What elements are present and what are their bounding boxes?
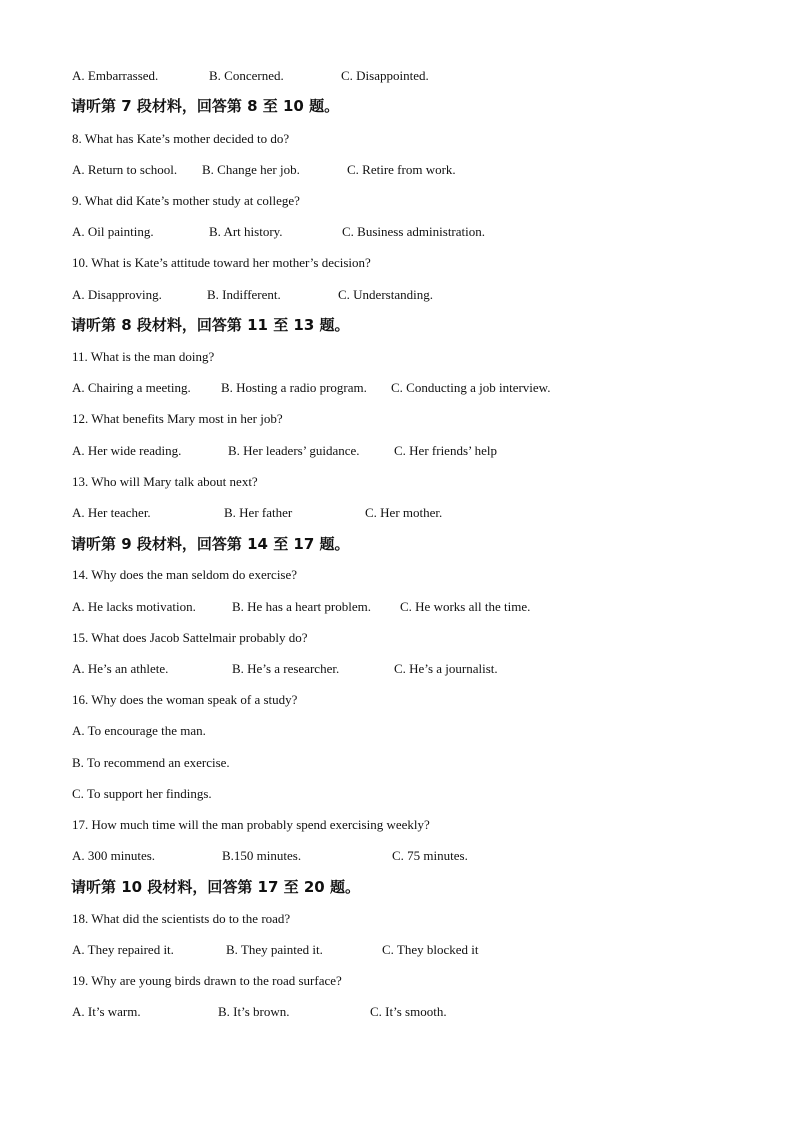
option-b: B. They painted it. — [226, 942, 323, 957]
option-a: A. Her wide reading. — [72, 443, 182, 458]
question-text: 11. What is the man doing? — [72, 349, 215, 364]
option-b: B. Art history. — [209, 224, 283, 239]
option-line: C. To support her findings. — [72, 786, 212, 801]
option-c: C. Business administration. — [342, 224, 485, 239]
option-b: B. It’s brown. — [218, 1004, 290, 1019]
option-c: C. Understanding. — [338, 287, 433, 302]
option-c: C. It’s smooth. — [370, 1004, 447, 1019]
option-b: B. Her father — [224, 505, 293, 520]
question-text: 10. What is Kate’s attitude toward her mother’s decision? — [72, 255, 371, 270]
option-c: C. Her friends’ help — [394, 443, 498, 458]
option-a: A. Return to school. — [72, 162, 178, 177]
option-a: A. He lacks motivation. — [72, 599, 196, 614]
option-c: C. Disappointed. — [341, 68, 429, 83]
option-line: A. To encourage the man. — [72, 723, 206, 738]
option-b: B. Her leaders’ guidance. — [228, 443, 360, 458]
section-heading: 请听第 9 段材料，回答第 14 至 17 题。 — [71, 535, 350, 553]
question-text: 9. What did Kate’s mother study at college? — [72, 193, 300, 208]
option-c: C. They blocked it — [382, 942, 479, 957]
option-c: C. He works all the time. — [400, 599, 531, 614]
option-a: A. They repaired it. — [72, 942, 174, 957]
option-b: B. He’s a researcher. — [232, 661, 340, 676]
option-c: C. 75 minutes. — [392, 848, 468, 863]
option-c: C. Her mother. — [365, 505, 443, 520]
section-heading: 请听第 10 段材料，回答第 17 至 20 题。 — [71, 878, 360, 896]
option-a: A. Chairing a meeting. — [72, 380, 191, 395]
option-c: C. Conducting a job interview. — [391, 380, 551, 395]
question-text: 14. Why does the man seldom do exercise? — [72, 567, 298, 582]
option-a: A. Oil painting. — [72, 224, 154, 239]
question-text: 13. Who will Mary talk about next? — [72, 474, 258, 489]
option-b: B. Change her job. — [202, 162, 300, 177]
question-text: 16. Why does the woman speak of a study? — [72, 692, 298, 707]
option-c: C. Retire from work. — [347, 162, 456, 177]
option-a: A. 300 minutes. — [72, 848, 156, 863]
option-b: B. He has a heart problem. — [232, 599, 371, 614]
section-heading: 请听第 7 段材料，回答第 8 至 10 题。 — [71, 97, 340, 115]
option-a: A. It’s warm. — [72, 1004, 141, 1019]
option-b: B. Concerned. — [209, 68, 284, 83]
option-b: B. Hosting a radio program. — [221, 380, 367, 395]
option-a: A. He’s an athlete. — [72, 661, 169, 676]
option-line: B. To recommend an exercise. — [72, 755, 230, 770]
option-b: B.150 minutes. — [222, 848, 302, 863]
option-b: B. Indifferent. — [207, 287, 281, 302]
question-text: 12. What benefits Mary most in her job? — [72, 411, 283, 426]
question-text: 8. What has Kate’s mother decided to do? — [72, 131, 290, 146]
question-text: 15. What does Jacob Sattelmair probably do? — [72, 630, 308, 645]
section-heading: 请听第 8 段材料，回答第 11 至 13 题。 — [71, 316, 350, 334]
question-text: 19. Why are young birds drawn to the road surface? — [72, 973, 342, 988]
question-text: 17. How much time will the man probably spend exercising weekly? — [72, 817, 430, 832]
question-text: 18. What did the scientists do to the road? — [72, 911, 291, 926]
option-a: A. Disapproving. — [72, 287, 162, 302]
option-c: C. He’s a journalist. — [394, 661, 498, 676]
option-a: A. Her teacher. — [72, 505, 151, 520]
option-a: A. Embarrassed. — [72, 68, 159, 83]
